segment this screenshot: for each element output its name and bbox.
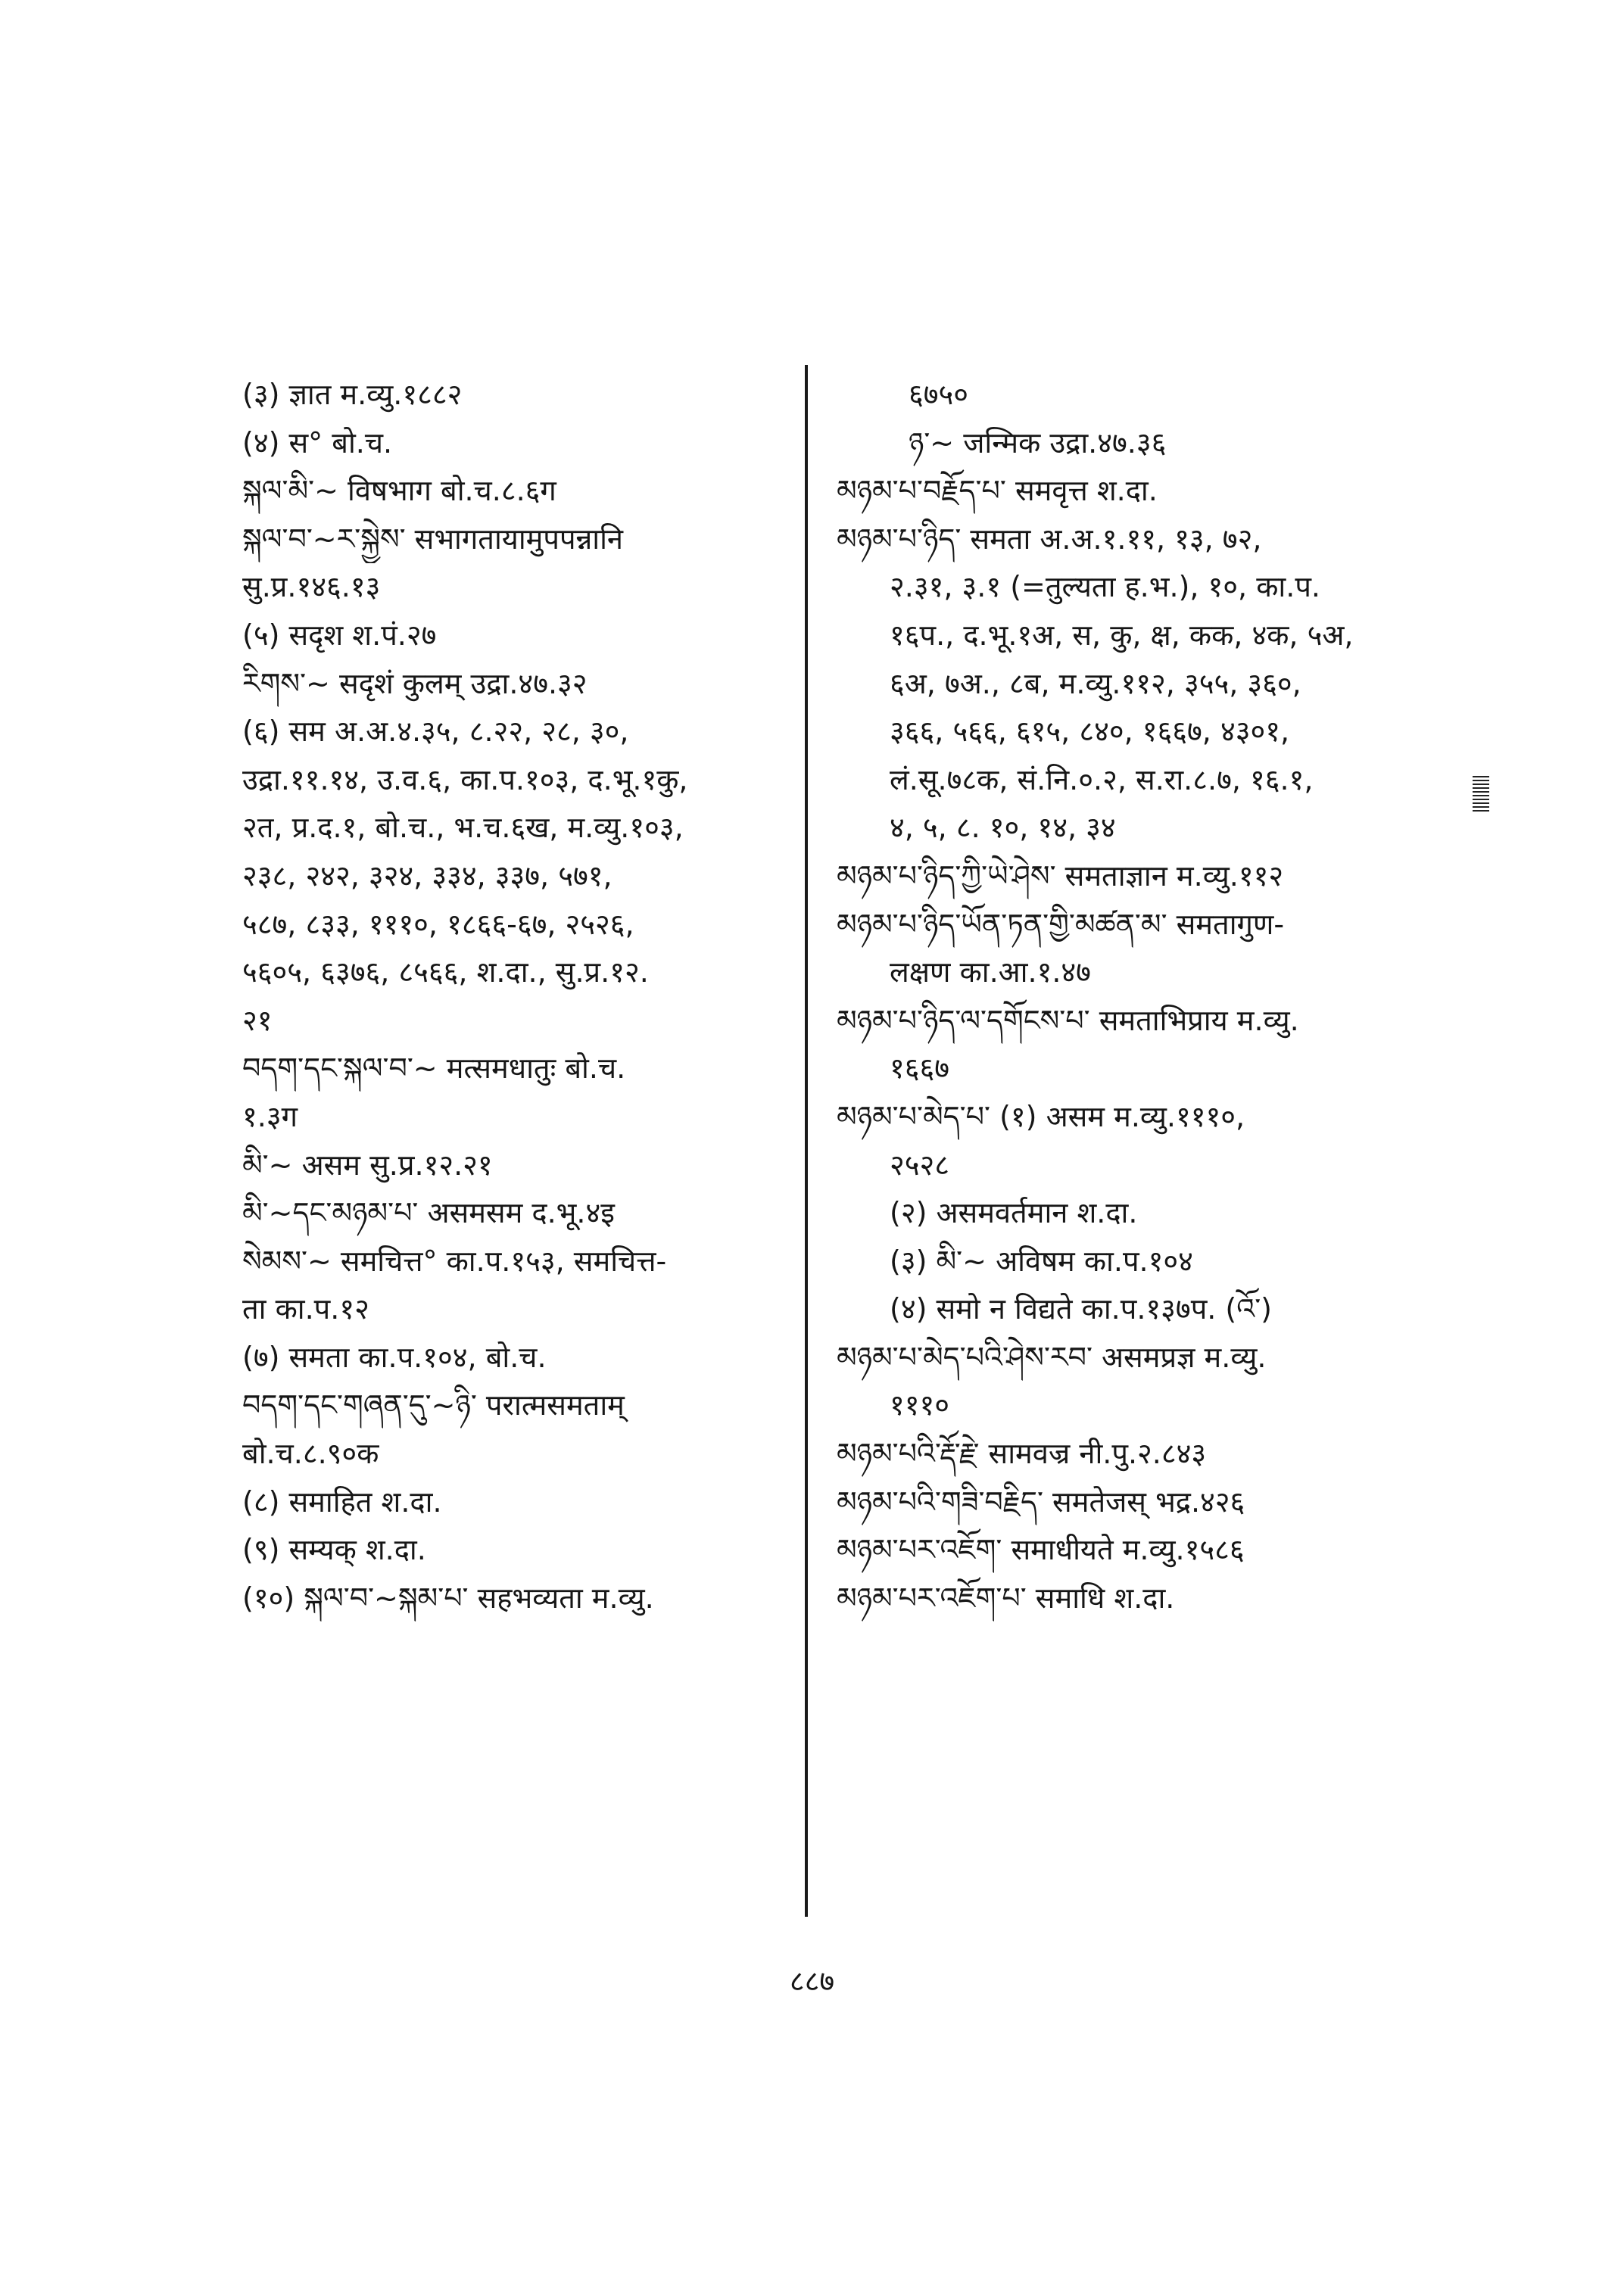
dictionary-line: २५२८ — [890, 1148, 950, 1182]
dictionary-line: སྐལ་མི་~ विषभाग बो.च.८.६ग — [242, 474, 556, 508]
dictionary-line: མཉམ་པ་ཉིད་ཀྱི་ཡེ་ཤེས་ समताज्ञान म.व्यु.११२ — [837, 858, 1284, 893]
dictionary-line: མཉམ་པ་བརྗོད་པ་ समवृत्त श.दा. — [837, 474, 1158, 508]
page-number: ८८७ — [789, 1964, 835, 1998]
dictionary-line: (१०) སྐལ་བ་~སྐམ་པ་ सहभव्यता म.व्यु. — [242, 1581, 654, 1615]
dictionary-line: སེམས་~ समचित्त° का.प.१५३, समचित्त- — [242, 1244, 667, 1278]
dictionary-line: सु.प्र.१४६.१३ — [242, 570, 381, 604]
dictionary-line: (७) समता का.प.१०४, बो.च. — [242, 1340, 547, 1374]
dictionary-line: १११० — [890, 1388, 950, 1422]
dictionary-line: (५) सदृश श.पं.२७ — [242, 618, 437, 652]
dictionary-line: २३८, २४२, ३२४, ३३४, ३३७, ५७१, — [242, 858, 613, 893]
dictionary-line: ६अ, ७अ., ८ब, म.व्यु.११२, ३५५, ३६०, — [890, 666, 1301, 700]
dictionary-line: बो.च.८.९०क — [242, 1437, 379, 1471]
dictionary-line: उद्रा.११.१४, उ.व.६, का.प.१०३, द.भू.१कु, — [242, 762, 688, 796]
dictionary-line: བདག་དང་གཞན་དུ་~ཉི་ परात्मसमताम् — [242, 1388, 625, 1422]
dictionary-line: མཉམ་པར་འཇོག་ समाधीयते म.व्यु.१५८६ — [837, 1533, 1245, 1567]
dictionary-line: लं.सू.७८क, सं.नि.०.२, स.रा.८.७, १६.१, — [890, 762, 1314, 796]
dictionary-line: མཉམ་པའི་གཟི་བརྗིད་ समतेजस् भद्र.४२६ — [837, 1485, 1245, 1519]
dictionary-line: (९) सम्यक् श.दा. — [242, 1533, 426, 1567]
dictionary-line: (२) असमवर्तमान श.दा. — [890, 1196, 1138, 1230]
dictionary-line: རིགས་~ सदृशं कुलम् उद्रा.४७.३२ — [242, 666, 588, 700]
dictionary-line: མི་~དང་མཉམ་པ་ असमसम द.भू.४इ — [242, 1196, 615, 1230]
dictionary-line: མཉམ་པ་མེད་པ་ (१) असम म.व्यु.१११०, — [837, 1099, 1245, 1133]
dictionary-line: (४) स° बो.च. — [242, 425, 393, 460]
dictionary-line: མི་~ असम सु.प्र.१२.२१ — [242, 1148, 493, 1182]
dictionary-line: १.३ग — [242, 1099, 298, 1133]
dictionary-line: २.३१, ३.१ (=तुल्यता ह.भ.), १०, का.प. — [890, 570, 1320, 604]
dictionary-line: མཉམ་པ་ཉིད་ཡོན་ཏན་གྱི་མཚན་མ་ समतागुण- — [837, 907, 1285, 941]
dictionary-line: १६प., द.भू.१अ, स, कु, क्ष, कक, ४क, ५अ, — [890, 618, 1354, 652]
dictionary-line: མཉམ་པར་འཇོག་པ་ समाधि श.दा. — [837, 1581, 1175, 1615]
column-divider — [805, 365, 808, 1917]
dictionary-line: (३) ज्ञात म.व्यु.१८८२ — [242, 378, 463, 411]
dictionary-line: མཉམ་པ་མེད་པའི་ཤེས་རབ་ असमप्रज्ञ म.व्यु. — [837, 1340, 1267, 1374]
dictionary-line: སྐལ་བ་~ར་སྐྱེས་ सभागतायामुपपन्नानि — [242, 522, 623, 556]
dictionary-line: མཉམ་པའི་རྡོ་རྗེ་ सामवज्र नी.पु.२.८४३ — [837, 1437, 1207, 1471]
dictionary-line: བདག་དང་སྐལ་བ་~ मत्समधातुः बो.च. — [242, 1051, 626, 1086]
dictionary-line: २त, प्र.द.१, बो.च., भ.च.६ख, म.व्यु.१०३, — [242, 811, 684, 845]
dictionary-line: ३६६, ५६६, ६१५, ८४०, १६६७, ४३०१, — [890, 715, 1290, 749]
margin-mark — [1473, 776, 1489, 812]
dictionary-line: २१ — [242, 1003, 273, 1037]
right-column — [837, 371, 1457, 1622]
dictionary-line: (४) समो न विद्यते का.प.१३७प. (འོ་) — [890, 1292, 1273, 1326]
dictionary-line: མཉམ་པ་ཉིད་ལ་དགོངས་པ་ समताभिप्राय म.व्यु. — [837, 1003, 1299, 1037]
dictionary-line: १६६७ — [890, 1051, 950, 1086]
dictionary-line: ५८७, ८३३, १११०, १८६६-६७, २५२६, — [242, 907, 634, 941]
left-column — [242, 371, 795, 1622]
dictionary-line: ५६०५, ६३७६, ८५६६, श.दा., सु.प्र.१२. — [242, 955, 649, 989]
dictionary-line: མཉམ་པ་ཉིད་ समता अ.अ.१.११, १३, ७२, — [837, 522, 1262, 556]
dictionary-line: (८) समाहित श.दा. — [242, 1485, 442, 1519]
dictionary-line: (६) सम अ.अ.४.३५, ८.२२, २८, ३०, — [242, 715, 629, 749]
dictionary-line: ता का.प.१२ — [242, 1292, 369, 1326]
dictionary-line: ४, ५, ८. १०, १४, ३४ — [890, 811, 1116, 845]
dictionary-line: ཉ་~ जन्मिक उद्रा.४७.३६ — [909, 425, 1167, 460]
dictionary-line: (३) མི་~ अविषम का.प.१०४ — [890, 1244, 1193, 1278]
dictionary-line: लक्षण का.आ.१.४७ — [890, 955, 1091, 989]
dictionary-line: ६७५० — [909, 378, 969, 411]
